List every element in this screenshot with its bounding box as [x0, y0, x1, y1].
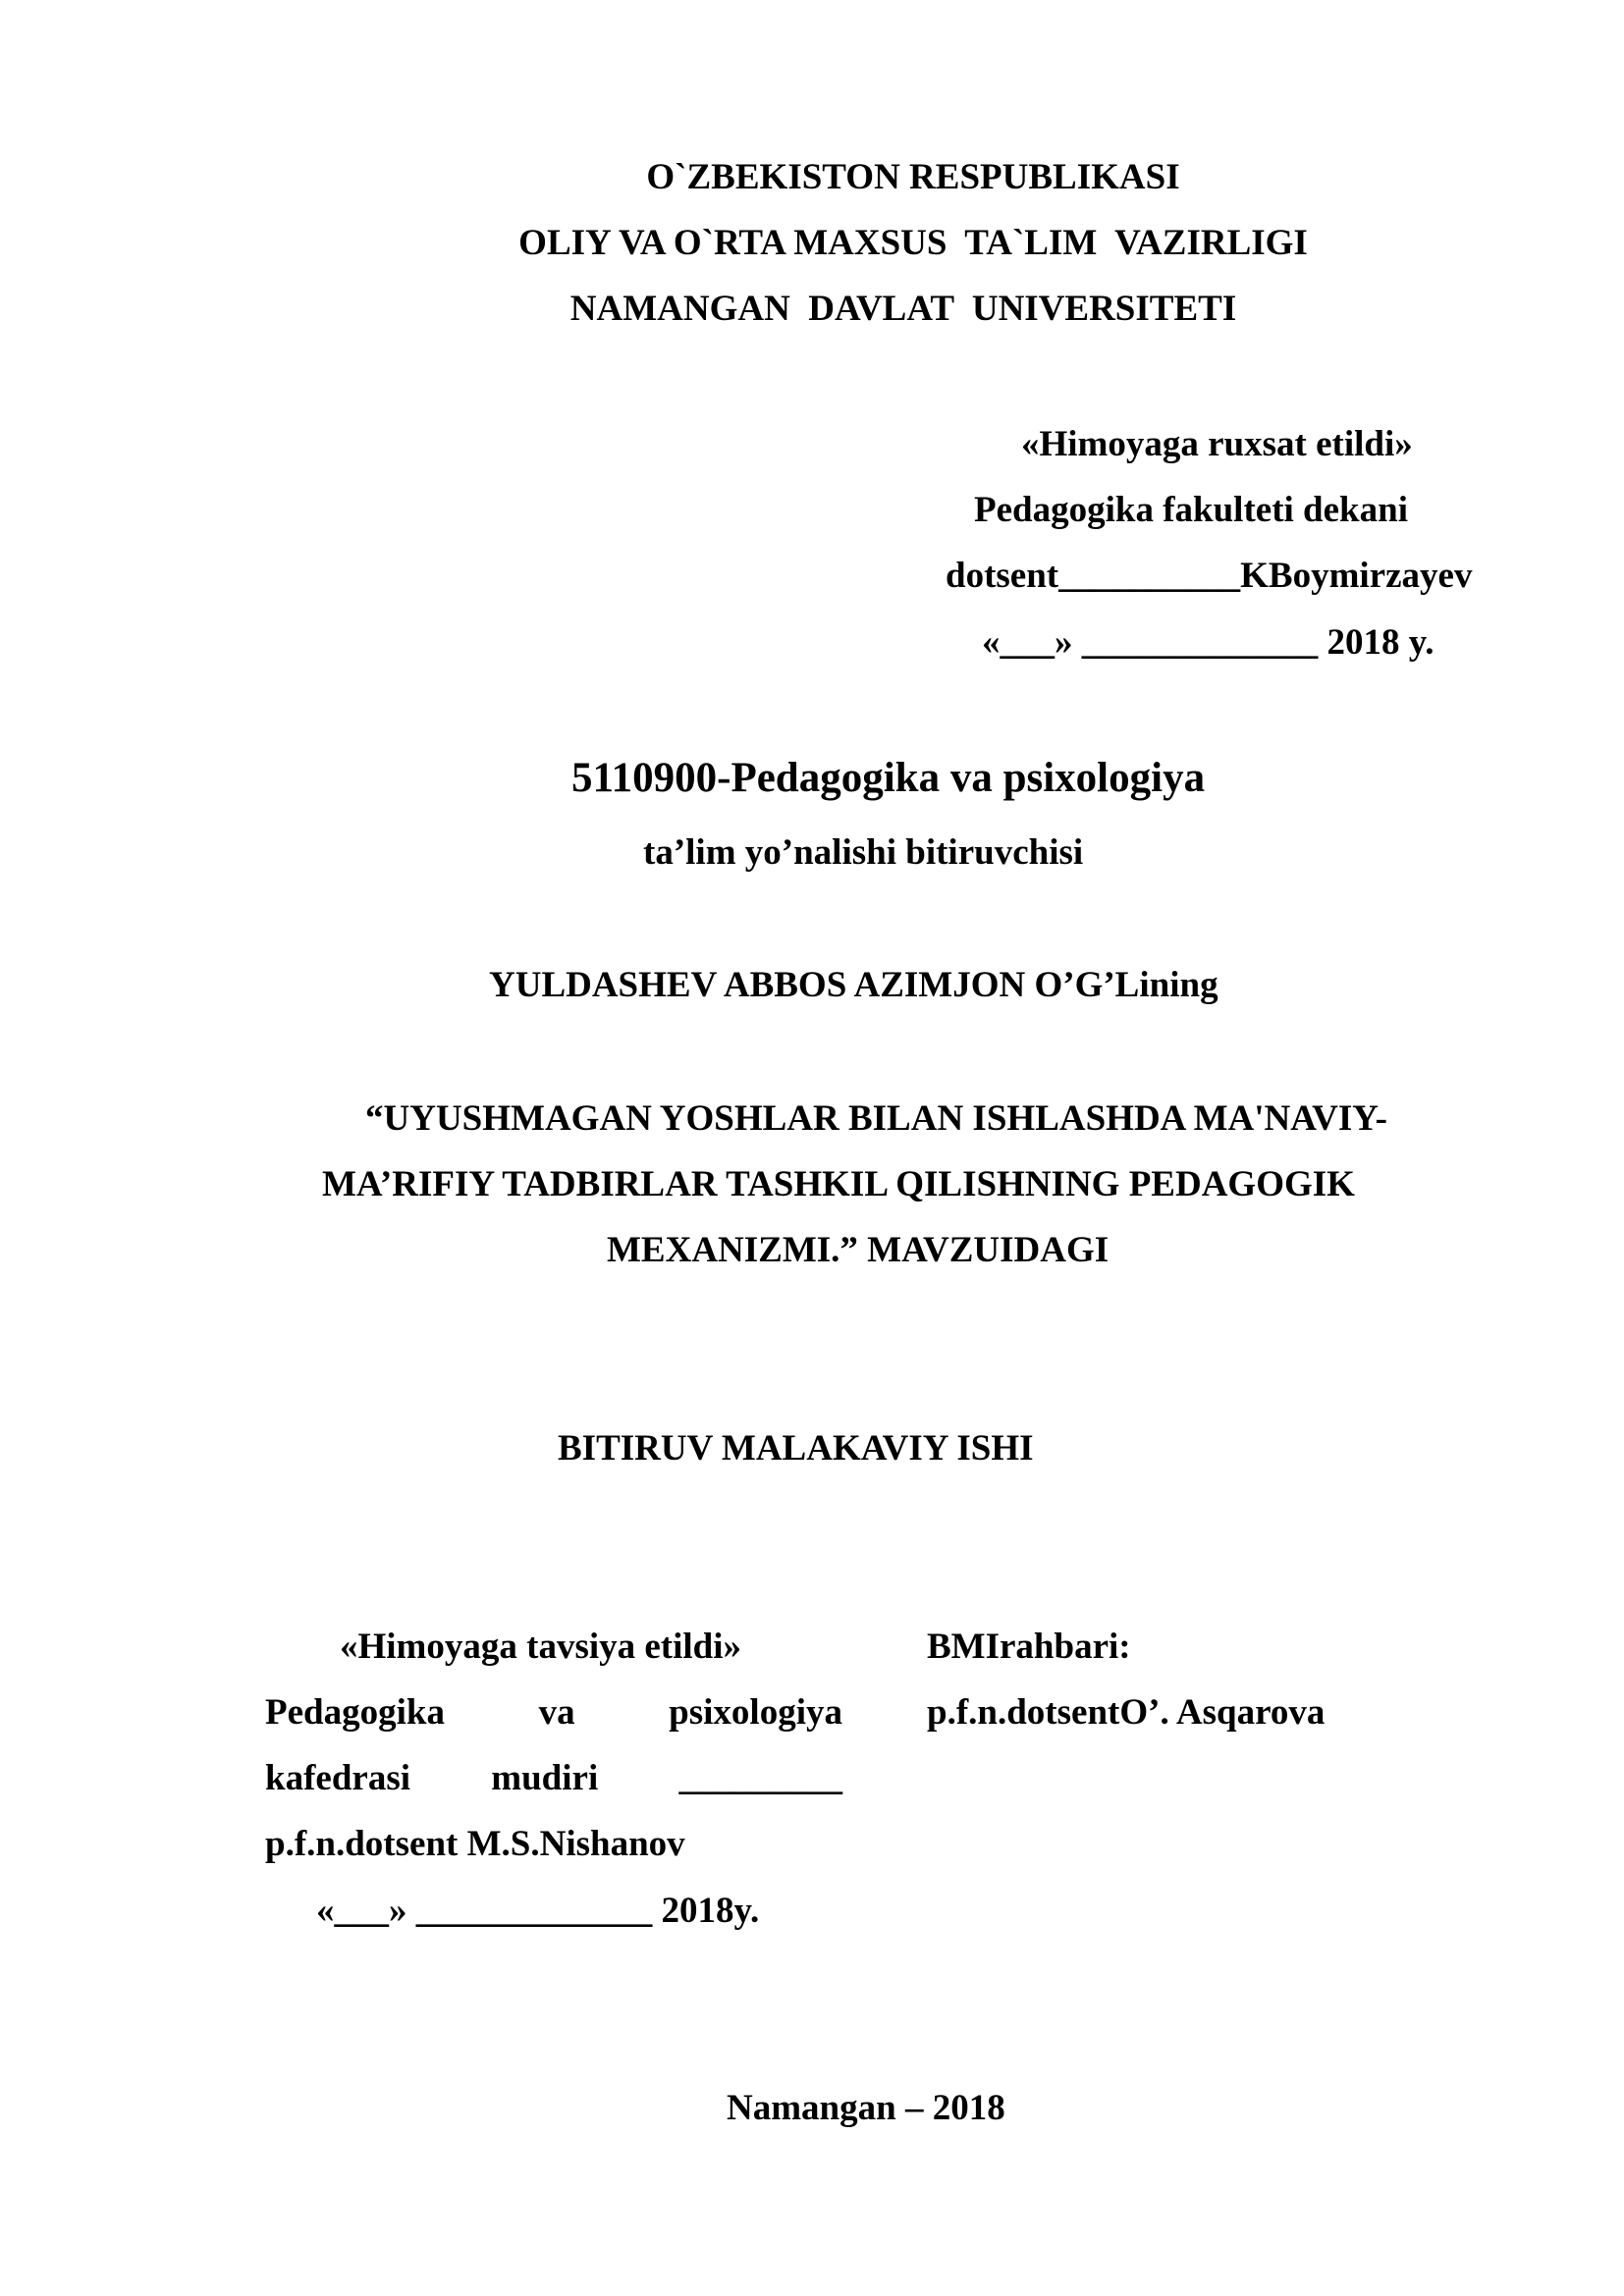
approval-title: «Himoyaga ruxsat etildi»: [1021, 424, 1413, 464]
student-name: YULDASHEV ABBOS AZIMJON O’G’Lining: [489, 965, 1218, 1005]
header-university: NAMANGAN DAVLAT UNIVERSITETI: [569, 289, 1237, 329]
program-title: 5110900-Pedagogika va psixologiya: [571, 755, 1206, 801]
approval-dean: Pedagogika fakulteti dekani: [974, 490, 1408, 530]
recommendation-word: mudiri: [491, 1758, 599, 1798]
supervisor-name: p.f.n.dotsentO’. Asqarova: [927, 1692, 1326, 1733]
recommendation-department-row: [265, 1690, 842, 1735]
recommendation-word: Pedagogika: [265, 1692, 445, 1733]
footer-city-year: Namangan – 2018: [727, 2088, 1005, 2128]
recommendation-word: va: [538, 1692, 575, 1733]
header-ministry: OLIY VA O`RTA MAXSUS TA`LIM VAZIRLIGI: [518, 223, 1308, 263]
recommendation-word: kafedrasi: [265, 1758, 410, 1798]
recommendation-heading: «Himoyaga tavsiya etildi»: [340, 1627, 742, 1667]
program-subtitle: ta’lim yo’nalishi bitiruvchisi: [643, 832, 1084, 873]
work-type: BITIRUV MALAKAVIY ISHI: [558, 1428, 1034, 1468]
approval-signature: dotsent__________KBoymirzayev: [946, 556, 1473, 596]
topic-line-1: “UYUSHMAGAN YOSHLAR BILAN ISHLASHDA MA'NAVIY-: [365, 1098, 1387, 1139]
approval-date: «___» _____________ 2018 y.: [982, 622, 1435, 663]
recommendation-date: «___» _____________ 2018y.: [316, 1891, 760, 1931]
recommendation-word: psixologiya: [669, 1692, 842, 1733]
header-republic: O`ZBEKISTON RESPUBLIKASI: [646, 157, 1180, 197]
topic-line-3: MEXANIZMI.” MAVZUIDAGI: [607, 1230, 1110, 1270]
recommendation-head-row: [265, 1756, 842, 1801]
recommendation-signature-line: _________: [678, 1758, 842, 1798]
supervisor-heading: BMIrahbari:: [927, 1627, 1131, 1667]
topic-line-2: MA’RIFIY TADBIRLAR TASHKIL QILISHNING PEDAGOGIK: [322, 1164, 1355, 1204]
recommendation-head-name: p.f.n.dotsent M.S.Nishanov: [265, 1824, 685, 1864]
